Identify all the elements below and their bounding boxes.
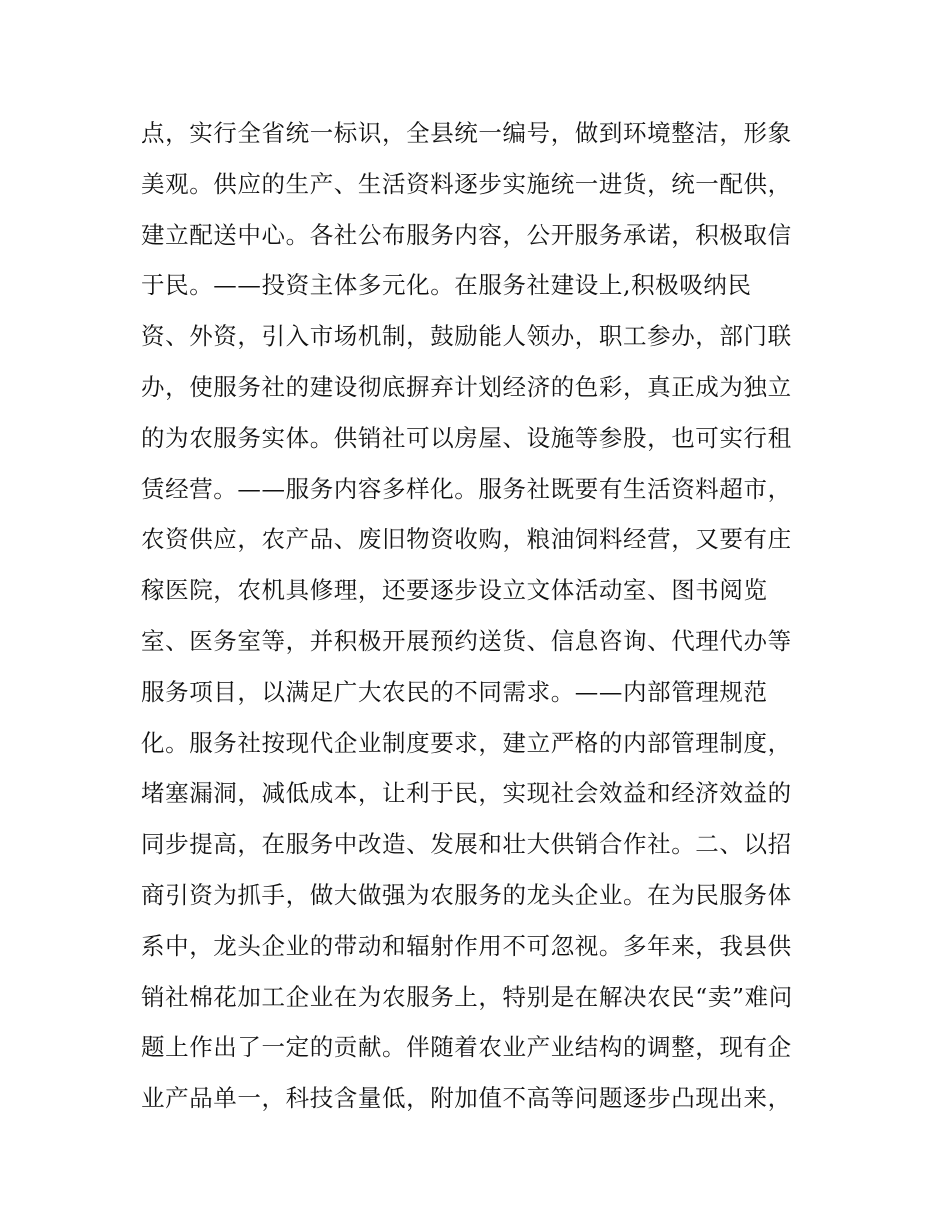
text-line: 建立配送中心。各社公布服务内容，公开服务承诺，积极取信 <box>141 220 792 249</box>
text-line: 资、外资，引入市场机制，鼓励能人领办，职工参办，部门联 <box>141 322 792 351</box>
text-line: 于民。——投资主体多元化。在服务社建设上,积极吸纳民 <box>141 271 752 300</box>
text-line: 系中，龙头企业的带动和辐射作用不可忽视。多年来，我县供 <box>141 931 792 960</box>
text-line: 点，实行全省统一标识，全县统一编号，做到环境整洁，形象 <box>141 119 792 147</box>
text-line: 销社棉花加工企业在为农服务上，特别是在解决农民“卖”难问 <box>141 982 793 1011</box>
text-line: 稼医院，农机具修理，还要逐步设立文体活动室、图书阅览 <box>141 576 768 605</box>
text-line: 同步提高，在服务中改造、发展和壮大供销合作社。二、以招 <box>141 830 792 859</box>
text-line: 室、医务室等，并积极开展预约送货、信息咨询、代理代办等 <box>141 626 792 655</box>
text-line: 商引资为抓手，做大做强为农服务的龙头企业。在为民服务体 <box>141 880 792 909</box>
body-text <box>141 108 821 1124</box>
text-line: 业产品单一，科技含量低，附加值不高等问题逐步凸现出来， <box>141 1084 792 1113</box>
text-line: 美观。供应的生产、生活资料逐步实施统一进货，统一配供， <box>141 169 792 198</box>
text-line: 办，使服务社的建设彻底摒弃计划经济的色彩，真正成为独立 <box>141 372 792 401</box>
text-line: 的为农服务实体。供销社可以房屋、设施等参股，也可实行租 <box>141 423 792 452</box>
text-line: 赁经营。——服务内容多样化。服务社既要有生活资料超市， <box>141 474 792 503</box>
text-line: 服务项目，以满足广大农民的不同需求。——内部管理规范 <box>141 677 768 706</box>
text-line: 化。服务社按现代企业制度要求，建立严格的内部管理制度， <box>141 728 792 757</box>
text-line: 题上作出了一定的贡献。伴随着农业产业结构的调整，现有企 <box>141 1033 792 1062</box>
text-line: 农资供应，农产品、废旧物资收购，粮油饲料经营，又要有庄 <box>141 525 792 554</box>
text-line: 堵塞漏洞，减低成本，让利于民，实现社会效益和经济效益的 <box>141 779 792 808</box>
